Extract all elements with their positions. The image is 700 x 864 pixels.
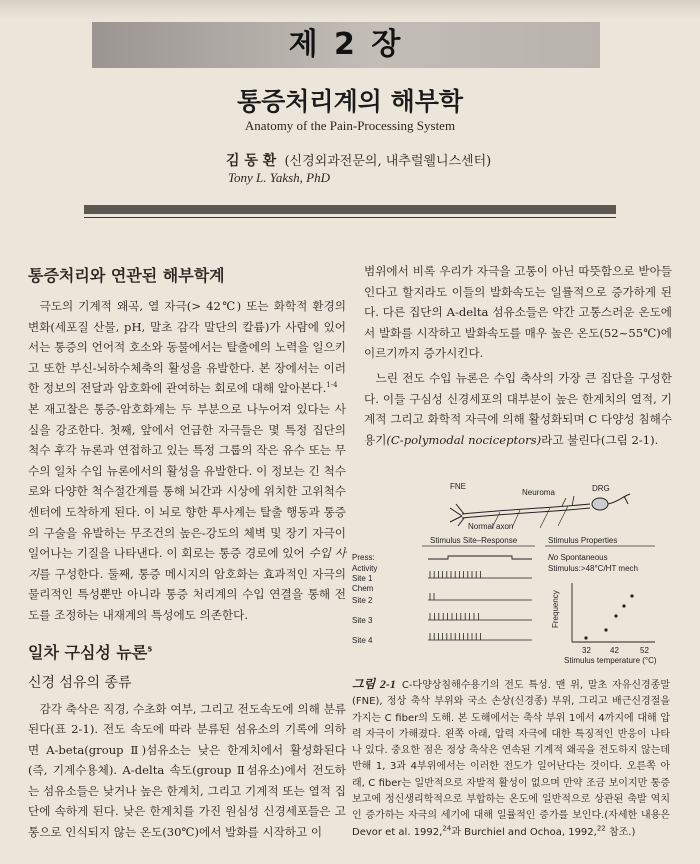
paragraph — [28, 296, 346, 399]
panel-title-stimulus-properties: Stimulus Properties — [548, 536, 618, 545]
row-label: Site 1 — [352, 574, 373, 583]
label-neuroma: Neuroma — [522, 488, 555, 497]
left-column — [28, 265, 346, 843]
text: 를 구성한다. 둘째, 통증 메시지의 암호화는 효과적인 자극의 물리적인 특성뿐만 아니라 통증 처리계의 수입 연결을 통해 전도를 조정하는 내재계의 특성에도 의존한다. — [28, 566, 346, 622]
row-label: Site 3 — [352, 616, 373, 625]
citation: 22 — [596, 824, 606, 833]
citation: 1-4 — [326, 381, 338, 390]
author-name: 김 동 환 — [226, 153, 277, 169]
plot-point — [604, 628, 607, 631]
chapter-banner — [92, 22, 600, 68]
right-column — [364, 261, 672, 450]
drg-ellipse — [592, 498, 608, 510]
paragraph — [364, 368, 672, 450]
row-label: Site 2 — [352, 596, 373, 605]
subheading-fiber-types: 신경 섬유의 종류 — [28, 674, 132, 691]
figure-2-1 — [350, 478, 670, 678]
stimulus-prop-threshold: Stimulus:>48°C/HT mech — [548, 564, 638, 573]
author-affiliation: (신경외과전문의, 내추럴웰니스센터) — [284, 154, 492, 169]
row-label: Activity — [352, 564, 378, 573]
section-heading-primary-afferent — [28, 642, 346, 664]
text: 본 재고찰은 통증-암호화계는 두 부분으로 나누어져 있다는 사실을 강조한다. 첫째, 앞에서 언급한 자극들은 몇 특정 집단의 척수 후각 뉴론과 연접하고 있는 특정 그룹의 작은 유수 또는 무수의 일차 수입 뉴론에서의 활성을 유발한다. 이 정보는 긴 척수로와 다양한 척수절간계를 통해 뇌간과 시상에 위치한 고위척수센터에 도착하게 된다. 이 뇌로 향한 투사계는 탈출 행동과 통증의 구술을 유발하는 무조건의 높은-강도의 체벽 및 장기 자극이 일어나는 기질을 나타낸다. 이 회로는 통증 경로에 있어 — [28, 401, 346, 561]
citation: 5 — [147, 645, 153, 654]
plot-point — [630, 594, 633, 597]
previous-page-bleed — [0, 0, 700, 20]
y-axis-label: Frequency — [551, 590, 560, 628]
text: 느린 전도 수입 뉴론은 수입 축삭의 가장 큰 집단을 구성한다. 이들 구심성 신경세포의 대부분이 높은 한계치의 열적, 기계적 그리고 화학적 자극에 의해 활성화되며 C 다양성 침해수용기 — [364, 370, 672, 447]
citation: 24 — [442, 824, 452, 833]
x-tick: 42 — [610, 646, 619, 655]
frequency-plot-points — [584, 594, 633, 639]
figure-caption — [352, 676, 670, 841]
caption-text: 참조.) — [605, 826, 636, 838]
author-english: Tony L. Yaksh, PhD — [228, 170, 330, 185]
emphasis: 수입 사지 — [28, 546, 346, 581]
chapter-title-korean: 통증처리계의 해부학 — [236, 87, 464, 116]
press-trace — [428, 556, 532, 559]
plot-point — [614, 614, 617, 617]
paragraph: 감각 축삭은 직경, 수초화 여부, 그리고 전도속도에 의해 분류된다(표 2-1). 전도 속도에 따라 분류된 섬유소의 기록에 의하면 A-beta(group Ⅱ)섬유소는 낮은 한계치에서 활성화된다(즉, 기계수용체). A-delta 속도(group Ⅱ섬유소)에서 전도하는 섬유소들은 낮거나 높은 한계치, 그리고 기계적 또는 열적 집단에 속하게 된다. 낮은 한계치를 가진 원심성 신경세포들은 고통으로 인식되지 않는 온도(30℃)에서 발화를 시작하고 이 — [28, 701, 346, 840]
figure-drawing — [350, 478, 670, 678]
plot-point — [622, 604, 625, 607]
caption-text: 과 Burchiel and Ochoa, 1992, — [451, 826, 597, 838]
label-drg: DRG — [592, 484, 610, 493]
paragraph — [28, 399, 346, 626]
x-tick: 32 — [582, 646, 591, 655]
row-label: Chem — [352, 584, 374, 593]
title-rule-thin — [84, 217, 616, 218]
emphasis: No — [548, 553, 559, 562]
text: 극도의 기계적 왜곡, 열 자극(> 42℃) 또는 화학적 환경의 변화(세포질 산물, pH, 말초 감각 말단의 칼륨)가 사람에 있어서는 통증의 언어적 호소와 동물에서는 탈출에의 노력을 일으키고 또한 부신-뇌하수체축의 활성을 유발한다. 본 장에서는 이러한 정보의 전달과 암호화에 관여하는 회로에 대해 알아본다. — [28, 299, 346, 396]
row-label: Site 4 — [352, 636, 373, 645]
section-heading-pain-anatomy: 통증처리와 연관된 해부학계 — [28, 266, 225, 285]
caption-label: 그림 2-1 — [352, 677, 396, 691]
author-korean — [226, 150, 491, 170]
panel-title-site-response: Stimulus Site–Response — [430, 536, 518, 545]
x-tick: 52 — [640, 646, 649, 655]
chapter-number: 제 2 장 — [288, 27, 404, 62]
text: Spontaneous — [558, 553, 608, 562]
plot-point — [584, 636, 587, 639]
label-normal-axon: Normal axon — [468, 522, 514, 531]
chapter-title-english: Anatomy of the Pain-Processing System — [244, 118, 456, 133]
text: 일차 구심성 뉴론 — [28, 642, 148, 662]
frequency-plot-axes — [572, 583, 655, 642]
row-label: Press: — [352, 553, 375, 562]
paragraph: 범위에서 비록 우리가 자극을 고통이 아닌 따뜻함으로 받아들인다고 할지라도 이들의 발화속도는 일률적으로 증가하게 된다. 다른 집단의 A-delta 섬유소들은 약간 고통스러운 온도에서 발화를 시작하고 발화속도를 매우 높은 온도(52~55℃)에 이르기까지 증가시킨다. — [364, 264, 672, 361]
x-axis-label: Stimulus temperature (°C) — [564, 656, 657, 665]
caption-text: C-다양상침해수용기의 전도 특성. 맨 위, 말초 자유신경종말(FNE), 정상 축삭 부위와 국소 손상(신경종) 부위, 그리고 배근신경절을 가지는 C fiber의 도해. 본 도해에서는 축삭 부위 1에서 4까지에 대해 압력 자극이 가해졌다. 왼쪽 아래, 압력 자극에 대한 특징적인 반응이 나타나 있다. 중요한 점은 정상 축삭은 연속된 기계적 왜곡을 전도하지 않는데 반해 1, 3과 4부위에서는 이러한 전도가 일어난다는 것이다. 오른쪽 아래, C fiber는 일반적으로 자발적 활성이 없으며 만약 조금 보이지만 통증 보고에 정신생리학적으로 부합하는 온도에 일반적으로 상관된 축발 역치인 증가하는 자극의 세기에 대해 일률적인 증가를 보인다.(자세한 내용은 Devor et al. 1992, — [352, 680, 670, 838]
text: 라고 불린다(그림 2-1). — [541, 432, 659, 447]
spike-trains — [428, 571, 532, 640]
emphasis: (C-polymodal nociceptors) — [386, 432, 542, 447]
label-fne: FNE — [450, 482, 466, 491]
title-rule-thick — [84, 205, 616, 214]
stimulus-prop-spontaneous — [548, 553, 608, 562]
